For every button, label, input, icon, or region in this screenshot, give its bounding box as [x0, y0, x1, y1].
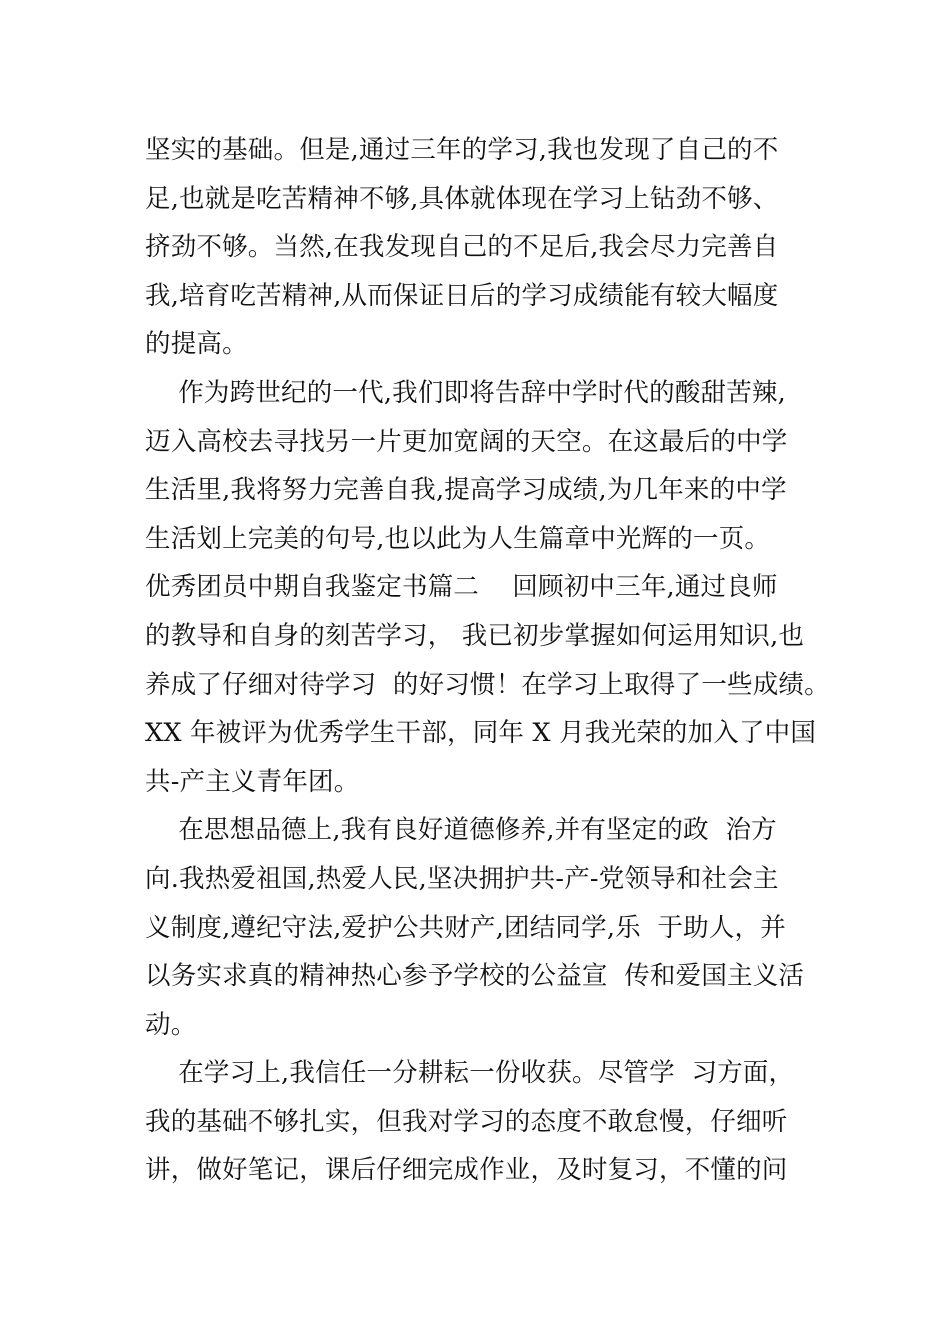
- text-line: 养成了仔细对待学习 的好习惯！在学习上取得了一些成绩。: [145, 669, 830, 700]
- text-line: 讲，做好笔记，课后仔细完成作业，及时复习，不懂的问: [145, 1155, 788, 1186]
- text-line: 以务实求真的精神热心参予学校的公益宣 传和爱国主义活: [145, 961, 805, 992]
- text-line: 义制度,遵纪守法,爱护公共财产,团结同学,乐 于助人，并: [145, 912, 786, 943]
- paragraph-start-line: 在学习上,我信任一分耕耘一份收获。尽管学 习方面，: [145, 1058, 795, 1089]
- document-body: [145, 126, 835, 1195]
- text-line: 的提高。: [145, 329, 248, 360]
- text-line: 共-产主义青年团。: [145, 766, 360, 797]
- text-line: 迈入高校去寻找另一片更加宽阔的天空。在这最后的中学: [145, 426, 788, 457]
- text-line: 生活划上完美的句号,也以此为人生篇章中光辉的一页。: [145, 523, 771, 554]
- text-line: 我的基础不够扎实，但我对学习的态度不敢怠慢，仔细听: [145, 1106, 788, 1137]
- text-line: 挤劲不够。当然,在我发现自己的不足后,我会尽力完善自: [145, 232, 779, 263]
- text-line: 的教导和自身的刻苦学习， 我已初步掌握如何运用知识,也: [145, 620, 805, 651]
- text-line: 我,培育吃苦精神,从而保证日后的学习成绩能有较大幅度: [145, 280, 779, 311]
- text-line: 向.我热爱祖国,热爱人民,坚决拥护共-产-党领导和社会主: [145, 863, 779, 894]
- paragraph-start-line: 作为跨世纪的一代,我们即将告辞中学时代的酸甜苦辣,: [145, 377, 786, 408]
- section-title-line: 优秀团员中期自我鉴定书篇二 回顾初中三年,通过良师: [145, 572, 778, 603]
- text-line: 足,也就是吃苦精神不够,具体就体现在学习上钻劲不够、: [145, 183, 779, 214]
- text-line: 生活里,我将努力完善自我,提高学习成绩,为几年来的中学: [145, 475, 787, 506]
- text-line: 坚实的基础。但是,通过三年的学习,我也发现了自己的不: [145, 135, 779, 165]
- paragraph-start-line: 在思想品德上,我有良好道德修养,并有坚定的政 治方: [145, 815, 777, 846]
- text-line: 动。: [145, 1009, 197, 1040]
- text-line: XX 年被评为优秀学生干部，同年 X 月我光荣的加入了中国: [145, 718, 817, 749]
